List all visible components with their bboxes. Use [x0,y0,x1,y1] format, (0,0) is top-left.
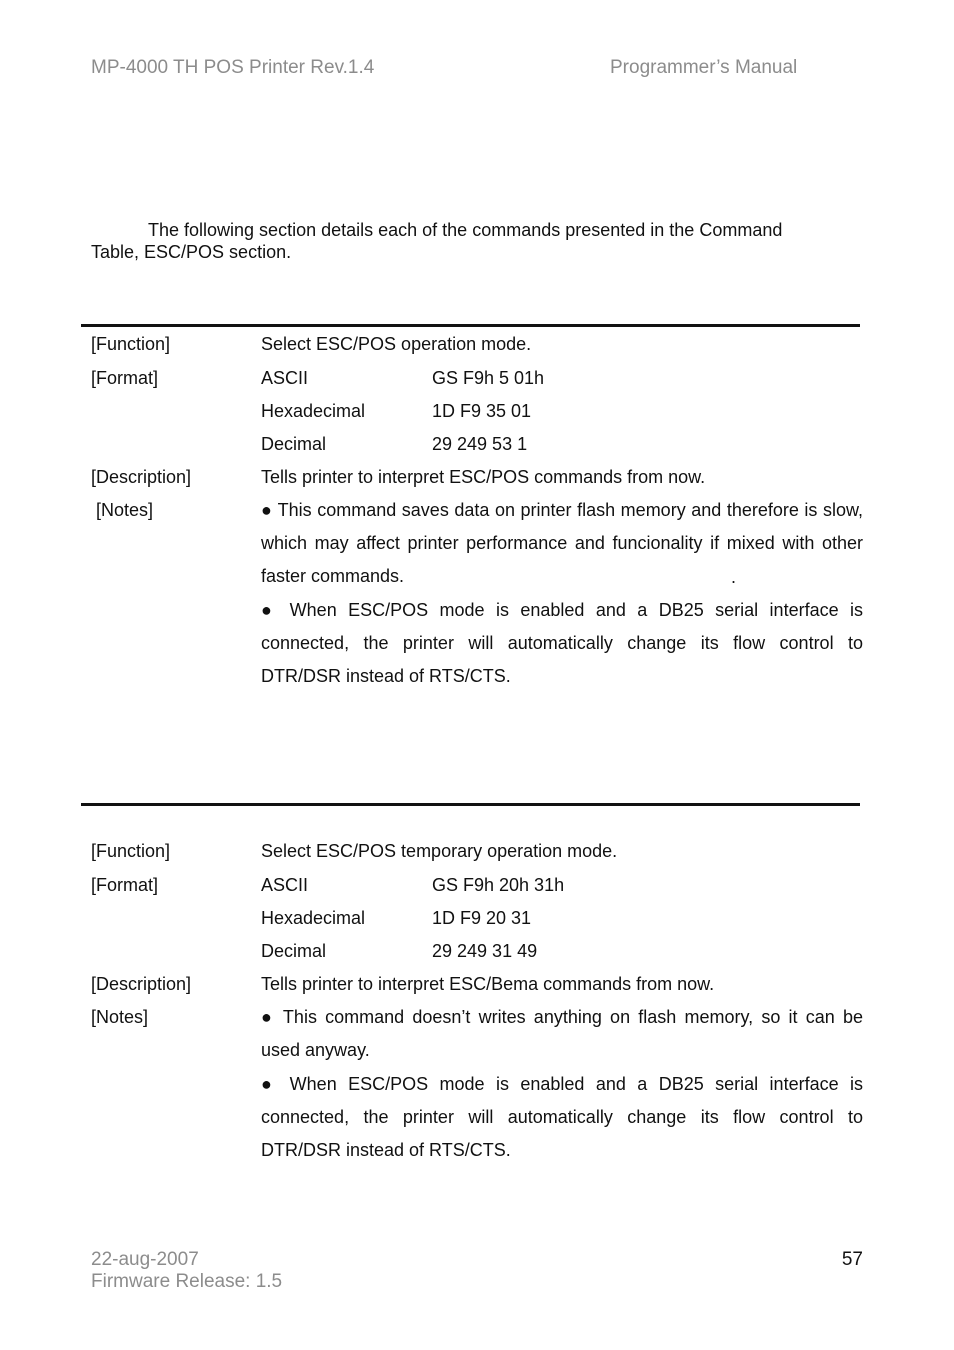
section-divider [81,803,860,806]
function-label: [Function] [91,334,171,354]
function-text: Select ESC/POS operation mode. [261,334,532,354]
format-value-decimal: 29 249 31 49 [432,941,538,961]
format-value-hex: 1D F9 20 31 [432,908,532,928]
section-divider [81,324,860,327]
format-value-ascii: GS F9h 5 01h [432,368,545,388]
notes-label: [Notes] [91,1007,149,1027]
notes-label: [Notes] [91,500,154,520]
stray-period: . [731,567,737,587]
note-paragraph: ● This command doesn’t writes anything on flash memory, so it can be used anyway. [261,1007,863,1060]
intro-line-2: Table, ESC/POS section. [91,242,292,262]
footer-firmware: Firmware Release: 1.5 [91,1271,283,1292]
note-paragraph: ● When ESC/POS mode is enabled and a DB25 serial interface is connected, the printer will automatically change its flow control to DTR/DSR instead of RTS/CTS. [261,1074,863,1160]
note-paragraph: ● When ESC/POS mode is enabled and a DB25 serial interface is connected, the printer will automatically change its flow control to DTR/DSR instead of RTS/CTS. [261,600,863,686]
page-number: 57 [841,1249,863,1270]
header-manual-name: Programmer’s Manual [610,57,798,78]
format-label: [Format] [91,875,159,895]
function-label: [Function] [91,841,171,861]
format-value-decimal: 29 249 53 1 [432,434,528,454]
intro-line-1: The following section details each of the commands presented in the Command [148,220,783,240]
description-label: [Description] [91,974,192,994]
format-type-decimal: Decimal [261,434,327,454]
description-text: Tells printer to interpret ESC/POS commands from now. [261,467,706,487]
format-type-hex: Hexadecimal [261,401,366,421]
note-paragraph: ● This command saves data on printer flash memory and therefore is slow, which may affect printer performance and funcionality if mixed with other faster commands. [261,500,863,586]
function-text: Select ESC/POS temporary operation mode. [261,841,618,861]
format-type-decimal: Decimal [261,941,327,961]
header-title: MP-4000 TH POS Printer Rev.1.4 [91,57,375,78]
description-label: [Description] [91,467,192,487]
format-type-ascii: ASCII [261,368,309,388]
format-value-ascii: GS F9h 20h 31h [432,875,565,895]
footer-date: 22-aug-2007 [91,1249,199,1270]
format-type-ascii: ASCII [261,875,309,895]
description-text: Tells printer to interpret ESC/Bema commands from now. [261,974,715,994]
format-type-hex: Hexadecimal [261,908,366,928]
format-label: [Format] [91,368,159,388]
format-value-hex: 1D F9 35 01 [432,401,532,421]
